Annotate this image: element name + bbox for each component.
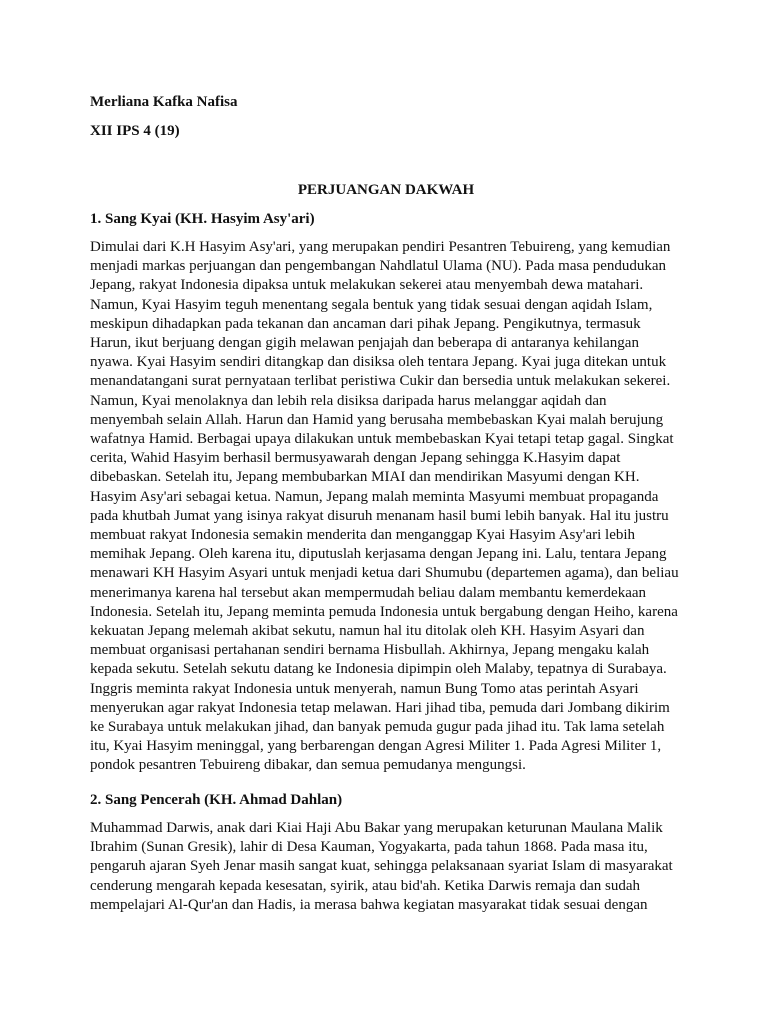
document-title: PERJUANGAN DAKWAH <box>297 182 475 198</box>
section-body: Muhammad Darwis, anak dari Kiai Haji Abu Bakar yang merupakan keturunan Maulana Malik Ibrahim (Sunan Gresik), lahir di Desa Kauman, Yogyakarta, pada tahun 1868. Pada masa itu, pengaruh ajaran Syeh Jenar masih sangat kuat, sehingga pelaksanaan syariat Islam di masyarakat cenderung mengarah kepada kesesatan, syirik, atau bid'ah. Ketika Darwis remaja dan sudah mempelajari Al-Qur'an dan Hadis, ia merasa bahwa kegiatan masyarakat tidak sesuai dengan <box>90 820 673 913</box>
section-sang-pencerah <box>90 790 682 915</box>
document-content <box>90 92 682 913</box>
section-body: Dimulai dari K.H Hasyim Asy'ari, yang merupakan pendiri Pesantren Tebuireng, yang kemudian menjadi markas perjuangan dan pengembangan Nahdlatul Ulama (NU). Pada masa pendudukan Jepang, rakyat Indonesia dipaksa untuk melakukan sekerei atau menyembah dewa matahari. Namun, Kyai Hasyim teguh menentang segala bentuk yang tidak sesuai dengan aqidah Islam, meskipun dihadapkan pada tekanan dan ancaman dari pihak Jepang. Pengikutnya, termasuk Harun, ikut berjuang dengan gigih melawan penjajah dan beberapa di antaranya kehilangan nyawa. Kyai Hasyim sendiri ditangkap dan disiksa oleh tentara Jepang. Kyai juga ditekan untuk menandatangani surat pernyataan terlibat peristiwa Cukir dan bersedia untuk melakukan sekerei. Namun, Kyai menolaknya dan lebih rela disiksa daripada harus melanggar aqidah dan menyembah selain Allah. Harun dan Hamid yang berusaha membebaskan Kyai malah berujung wafatnya Hamid. Berbagai upaya dilakukan untuk membebaskan Kyai tetapi tetap gagal. Singkat cerita, Wahid Hasyim berhasil bermusyawarah dengan Jepang sehingga K.Hasyim dapat dibebaskan. Setelah itu, Jepang membubarkan MIAI dan mendirikan Masyumi dengan KH. Hasyim Asy'ari sebagai ketua. Namun, Jepang malah meminta Masyumi membuat propaganda pada khutbah Jumat yang isinya rakyat disuruh menanam hasil bumi lebih banyak. Hal itu justru membuat rakyat Indonesia semakin menderita dan menganggap Kyai Hasyim Asy'ari lebih memihak Jepang. Oleh karena itu, diputuslah kerjasama dengan Jepang ini. Lalu, tentara Jepang menawari KH Hasyim Asyari untuk menjadi ketua dari Shumubu (departemen agama), dan beliau menerimanya karena hal tersebut akan mempermudah beliau dalam membantu kemerdekaan Indonesia. Setelah itu, Jepang meminta pemuda Indonesia untuk bergabung dengan Heiho, karena kekuatan Jepang melemah akibat sekutu, namun hal itu ditolak oleh KH. Hasyim Asyari dan membuat organisasi pertahanan sendiri bernama Hisbullah. Akhirnya, Jepang mengaku kalah kepada sekutu. Setelah sekutu datang ke Indonesia dipimpin oleh Malaby, tepatnya di Surabaya. Inggris meminta rakyat Indonesia untuk menyerah, namun Bung Tomo atas perintah Asyari menyerukan agar rakyat Indonesia tetap melawan. Hari jihad tiba, pemuda dari Jombang dikirim ke Surabaya untuk melakukan jihad, dan banyak pemuda gugur pada jihad itu. Tak lama setelah itu, Kyai Hasyim meninggal, yang berbarengan dengan Agresi Militer 1. Pada Agresi Militer 1, pondok pesantren Tebuireng dibakar, dan semua pemudanya mengungsi. <box>90 239 679 774</box>
section-heading: 2. Sang Pencerah (KH. Ahmad Dahlan) <box>90 792 343 808</box>
author-class: XII IPS 4 (19) <box>90 123 180 139</box>
section-heading: 1. Sang Kyai (KH. Hasyim Asy'ari) <box>90 211 315 227</box>
section-sang-kyai <box>90 209 682 776</box>
author-name: Merliana Kafka Nafisa <box>90 94 238 110</box>
